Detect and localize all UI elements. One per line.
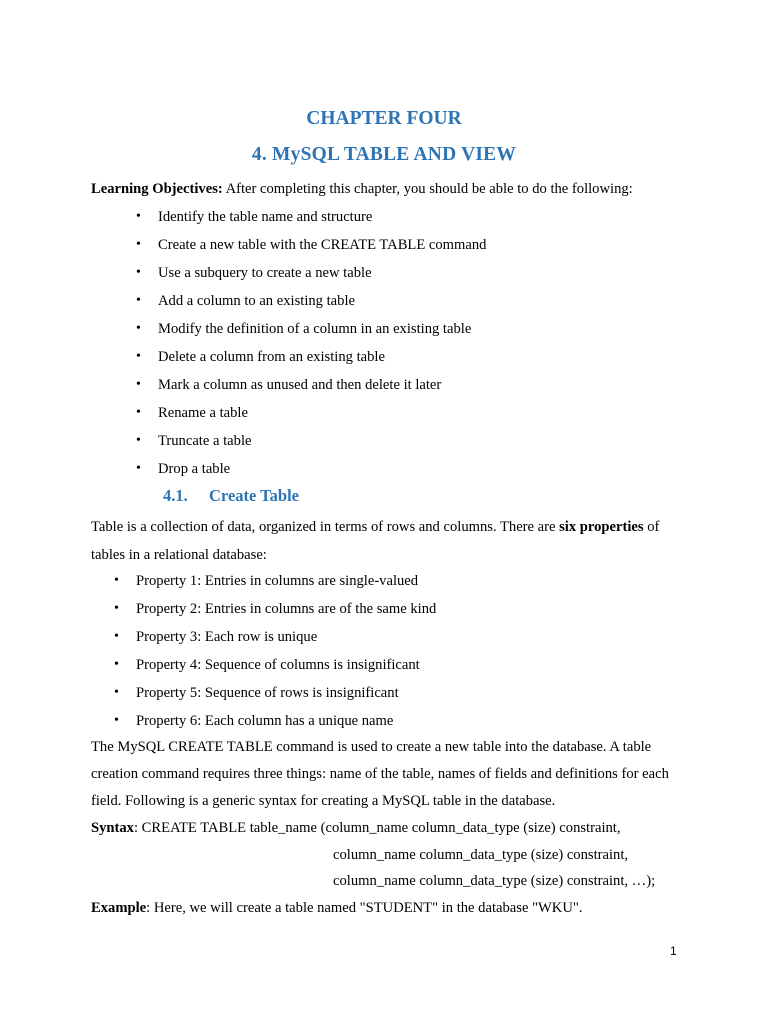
list-item-text: Property 1: Entries in columns are single-valued <box>136 573 419 589</box>
list-item-text: Property 5: Sequence of rows is insignificant <box>136 685 399 701</box>
list-item-text: Use a subquery to create a new table <box>158 265 372 281</box>
chapter-heading: CHAPTER FOUR <box>306 108 462 129</box>
list-item-text: Property 2: Entries in columns are of the same kind <box>136 601 437 617</box>
list-item-text: Property 6: Each column has a unique name <box>136 713 394 729</box>
bullet-icon: • <box>136 265 141 280</box>
list-item-text: Truncate a table <box>158 433 252 449</box>
paragraph-text: Table is a collection of data, organized in terms of rows and columns. There are <box>91 519 560 535</box>
list-item <box>136 264 372 282</box>
bullet-icon: • <box>114 685 119 700</box>
paragraph-line: creation command requires three things: name of the table, names of fields and definitions for each <box>91 766 669 782</box>
list-item-text: Add a column to an existing table <box>158 293 355 309</box>
bullet-icon: • <box>114 657 119 672</box>
paragraph-line <box>91 518 659 536</box>
bullet-icon: • <box>114 573 119 588</box>
example-text: : Here, we will create a table named "STUDENT" in the database "WKU". <box>146 900 583 916</box>
example-line <box>91 899 583 917</box>
bullet-icon: • <box>136 321 141 336</box>
list-item-text: Delete a column from an existing table <box>158 349 385 365</box>
list-item <box>114 656 420 674</box>
section-number: 4.1. <box>163 486 188 505</box>
list-item <box>136 236 487 254</box>
list-item <box>136 348 385 366</box>
page-number: 1 <box>670 944 677 958</box>
list-item <box>114 600 437 618</box>
example-label: Example <box>91 900 147 916</box>
paragraph-line: field. Following is a generic syntax for creating a MySQL table in the database. <box>91 793 556 809</box>
chapter-title: 4. MySQL TABLE AND VIEW <box>251 144 517 165</box>
bullet-icon: • <box>114 629 119 644</box>
bullet-icon: • <box>114 601 119 616</box>
list-item <box>136 432 252 450</box>
bullet-icon: • <box>136 209 141 224</box>
list-item <box>136 320 472 338</box>
bullet-icon: • <box>136 237 141 252</box>
list-item-text: Create a new table with the CREATE TABLE command <box>158 237 487 253</box>
list-item-text: Modify the definition of a column in an existing table <box>158 321 472 337</box>
bullet-icon: • <box>136 461 141 476</box>
section-title: Create Table <box>209 486 299 505</box>
objectives-intro <box>91 180 633 198</box>
bullet-icon: • <box>136 405 141 420</box>
emphasis-text: six properties <box>559 519 644 535</box>
bullet-icon: • <box>136 377 141 392</box>
syntax-line: column_name column_data_type (size) constraint, <box>333 847 629 863</box>
list-item <box>136 292 355 310</box>
bullet-icon: • <box>136 349 141 364</box>
list-item-text: Identify the table name and structure <box>158 209 373 225</box>
list-item <box>136 460 231 478</box>
list-item <box>114 628 318 646</box>
bullet-icon: • <box>136 293 141 308</box>
objectives-intro-text: After completing this chapter, you should be able to do the following: <box>222 181 633 197</box>
list-item <box>114 684 399 702</box>
list-item <box>136 376 442 394</box>
syntax-label: Syntax <box>91 820 134 836</box>
list-item-text: Property 4: Sequence of columns is insignificant <box>136 657 420 673</box>
paragraph-line: The MySQL CREATE TABLE command is used to create a new table into the database. A table <box>91 739 652 755</box>
section-heading <box>163 486 299 506</box>
list-item-text: Property 3: Each row is unique <box>136 629 318 645</box>
paragraph-line: tables in a relational database: <box>91 547 267 563</box>
list-item-text: Rename a table <box>158 405 248 421</box>
bullet-icon: • <box>114 713 119 728</box>
syntax-line <box>91 819 621 837</box>
syntax-line: column_name column_data_type (size) constraint, …); <box>333 873 656 889</box>
bullet-icon: • <box>136 433 141 448</box>
list-item-text: Drop a table <box>158 461 231 477</box>
list-item-text: Mark a column as unused and then delete it later <box>158 377 442 393</box>
list-item <box>136 404 248 422</box>
list-item <box>114 572 419 590</box>
list-item <box>114 712 394 730</box>
syntax-text: : CREATE TABLE table_name (column_name column_data_type (size) constraint, <box>133 820 621 836</box>
paragraph-text: of <box>643 519 660 535</box>
list-item <box>136 208 373 226</box>
objectives-label: Learning Objectives: <box>91 181 223 197</box>
